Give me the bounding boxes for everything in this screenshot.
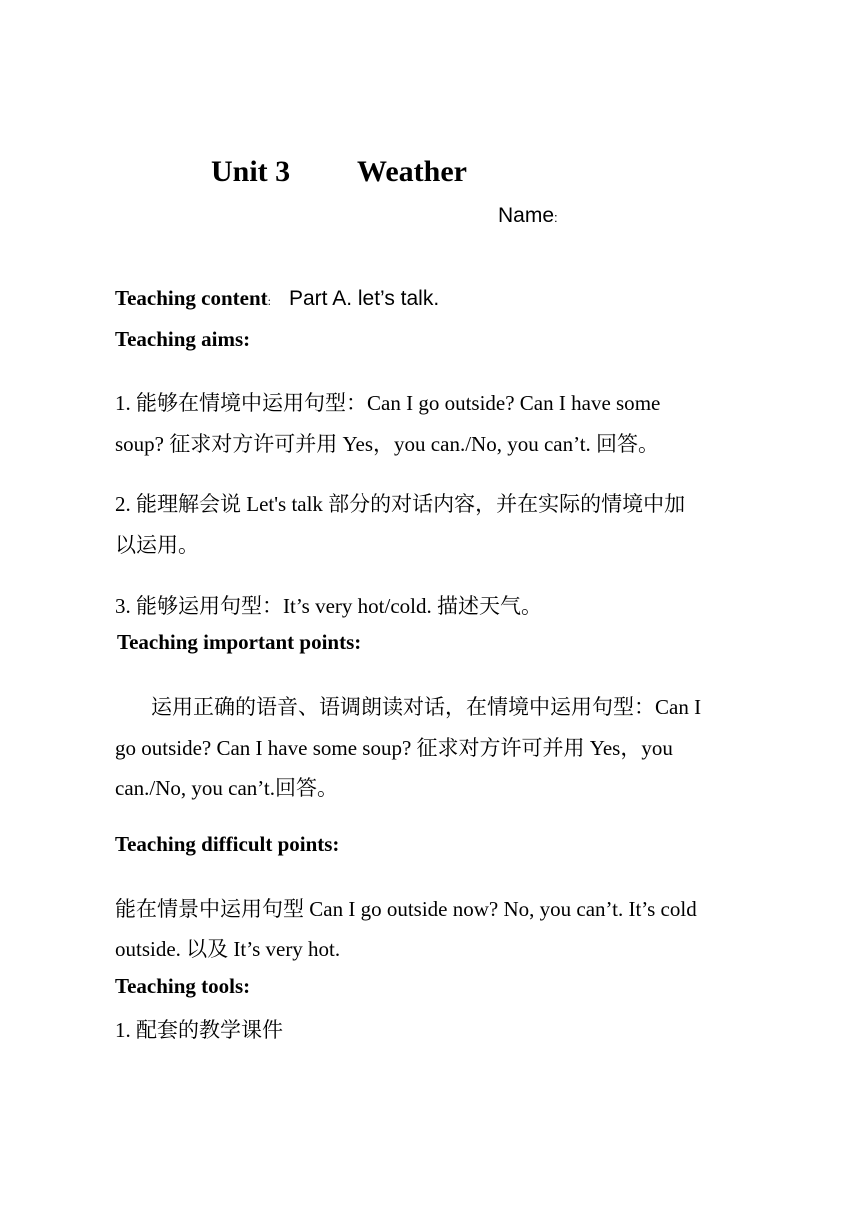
teaching-aims-heading: Teaching aims: [115,327,251,351]
aim-3-line-1: 3. 能够运用句型：It’s very hot/cold. 描述天气。 [115,594,542,618]
aim-2-line-2: 以运用。 [115,533,199,557]
teaching-content-colon: : [267,294,271,308]
important-points-line-3: can./No, you can’t.回答。 [115,776,338,800]
important-points-line-1: 运用正确的语音、语调朗读对话，在情境中运用句型：Can I [151,695,702,719]
teaching-content-label: Teaching content [115,286,268,310]
name-label: Name [498,204,555,227]
name-colon: : [554,210,558,225]
aim-1-line-2: soup? 征求对方许可并用 Yes，you can./No, you can’t. 回答。 [115,432,660,456]
teaching-tools-item-1: 1. 配套的教学课件 [115,1018,283,1042]
unit-number: Unit 3 [211,155,291,188]
aim-2-line-1: 2. 能理解会说 Let's talk 部分的对话内容，并在实际的情境中加 [115,492,686,516]
name-field-label [498,204,558,228]
teaching-content-value: Part A. let’s talk. [289,287,440,310]
difficult-points-heading: Teaching difficult points: [115,832,340,856]
difficult-points-line-2: outside. 以及 It’s very hot. [115,937,341,961]
aim-1-line-1: 1. 能够在情境中运用句型：Can I go outside? Can I have some [115,391,661,415]
teaching-tools-heading: Teaching tools: [115,974,251,998]
important-points-line-2: go outside? Can I have some soup? 征求对方许可并用 Yes，you [115,736,673,760]
important-points-heading: Teaching important points: [117,630,362,654]
difficult-points-line-1: 能在情景中运用句型 Can I go outside now? No, you can’t. It’s cold [115,897,697,921]
unit-title: Weather [357,155,467,188]
teaching-content-line [115,286,439,311]
